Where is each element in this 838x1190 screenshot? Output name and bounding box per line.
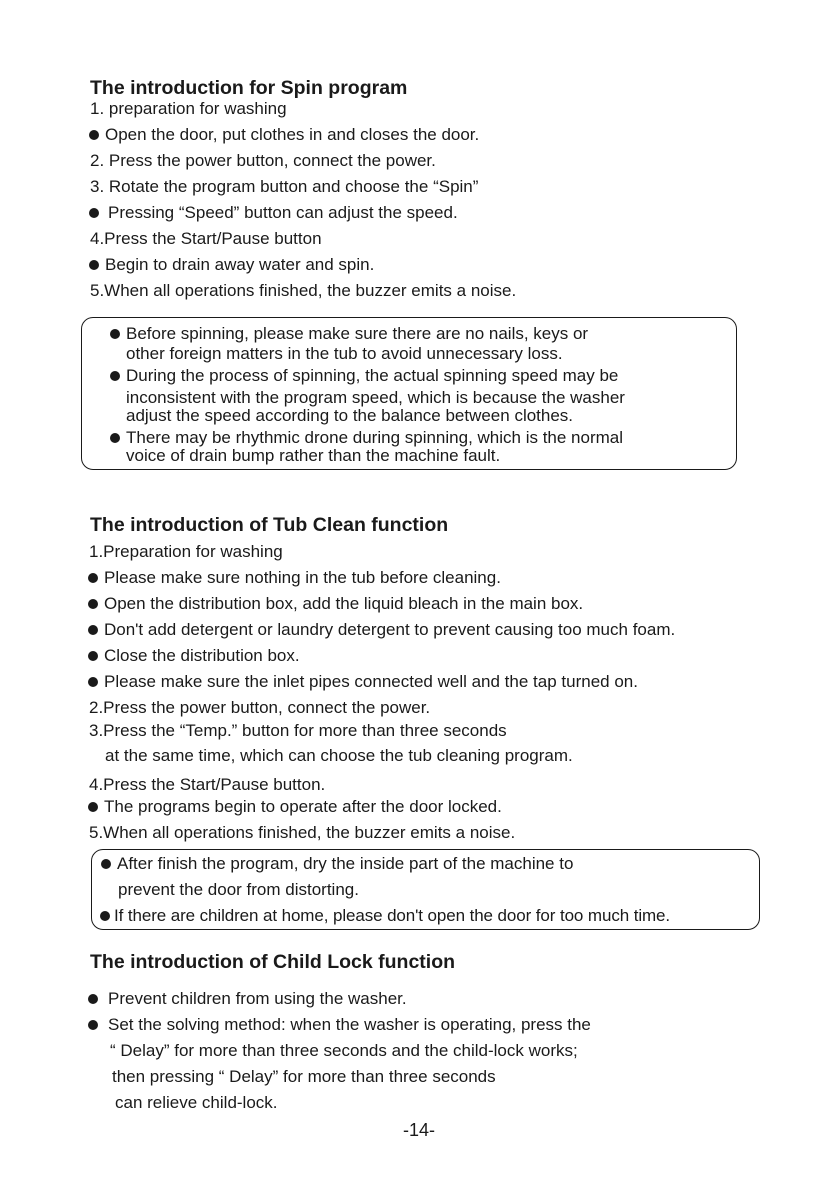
spin-note-1-cont: other foreign matters in the tub to avoid unnecessary loss.: [126, 344, 563, 363]
tub-note-1: After finish the program, dry the inside part of the machine to: [101, 854, 573, 874]
page-number: -14-: [402, 1120, 435, 1140]
bullet-icon: [89, 260, 99, 270]
tub-bullet-inlet: Please make sure the inlet pipes connected well and the tap turned on.: [88, 672, 638, 692]
bullet-icon: [88, 599, 98, 609]
child-method-cont-2: then pressing “ Delay” for more than three seconds: [112, 1067, 496, 1086]
tub-note-1-cont: prevent the door from distorting.: [118, 880, 359, 899]
bullet-icon: [88, 677, 98, 687]
spin-note-2-cont: inconsistent with the program speed, which is because the washer: [126, 388, 625, 407]
tub-bullet-empty: Please make sure nothing in the tub before cleaning.: [88, 568, 501, 588]
spin-step-3: 3. Rotate the program button and choose the “Spin”: [90, 177, 479, 196]
bullet-icon: [88, 573, 98, 583]
spin-heading: The introduction for Spin program: [90, 77, 408, 99]
spin-step-2: 2. Press the power button, connect the power.: [90, 151, 436, 170]
bullet-icon: [88, 802, 98, 812]
tub-step-1: 1.Preparation for washing: [89, 542, 283, 561]
child-bullet-method: Set the solving method: when the washer is operating, press the: [88, 1015, 591, 1035]
tub-step-4: 4.Press the Start/Pause button.: [89, 775, 326, 794]
bullet-icon: [88, 1020, 98, 1030]
bullet-icon: [110, 433, 120, 443]
tub-step-3: 3.Press the “Temp.” button for more than three seconds: [89, 721, 507, 740]
bullet-icon: [101, 859, 111, 869]
tub-step-2: 2.Press the power button, connect the power.: [89, 698, 431, 717]
spin-step-1: 1. preparation for washing: [90, 99, 287, 118]
tub-bullet-bleach: Open the distribution box, add the liquid bleach in the main box.: [88, 594, 583, 614]
child-bullet-prevent: Prevent children from using the washer.: [88, 989, 407, 1009]
bullet-icon: [100, 911, 110, 921]
bullet-icon: [88, 651, 98, 661]
bullet-icon: [89, 130, 99, 140]
spin-note-2: During the process of spinning, the actual spinning speed may be: [110, 366, 618, 386]
tub-heading: The introduction of Tub Clean function: [90, 514, 449, 536]
tub-step-5: 5.When all operations finished, the buzzer emits a noise.: [89, 823, 516, 842]
bullet-icon: [88, 994, 98, 1004]
tub-note-2: If there are children at home, please don't open the door for too much time.: [100, 906, 670, 926]
child-method-cont-3: can relieve child-lock.: [115, 1093, 278, 1112]
spin-bullet-door: Open the door, put clothes in and closes the door.: [89, 125, 479, 145]
child-method-cont-1: “ Delay” for more than three seconds and the child-lock works;: [110, 1041, 578, 1060]
tub-bullet-operate: The programs begin to operate after the door locked.: [88, 797, 502, 817]
tub-bullet-close: Close the distribution box.: [88, 646, 300, 666]
tub-bullet-detergent: Don't add detergent or laundry detergent to prevent causing too much foam.: [88, 620, 675, 640]
bullet-icon: [110, 371, 120, 381]
spin-step-5: 5.When all operations finished, the buzzer emits a noise.: [90, 281, 517, 300]
spin-step-4: 4.Press the Start/Pause button: [90, 229, 322, 248]
spin-note-2-cont2: adjust the speed according to the balance between clothes.: [126, 406, 574, 425]
bullet-icon: [110, 329, 120, 339]
spin-note-1: Before spinning, please make sure there are no nails, keys or: [110, 324, 588, 344]
spin-note-3: There may be rhythmic drone during spinning, which is the normal: [110, 428, 623, 448]
spin-bullet-drain: Begin to drain away water and spin.: [89, 255, 374, 275]
bullet-icon: [88, 625, 98, 635]
tub-step-3-cont: at the same time, which can choose the tub cleaning program.: [105, 746, 573, 765]
child-heading: The introduction of Child Lock function: [90, 951, 456, 973]
spin-bullet-speed: Pressing “Speed” button can adjust the speed.: [89, 203, 458, 223]
spin-note-3-cont: voice of drain bump rather than the machine fault.: [126, 446, 501, 465]
bullet-icon: [89, 208, 99, 218]
